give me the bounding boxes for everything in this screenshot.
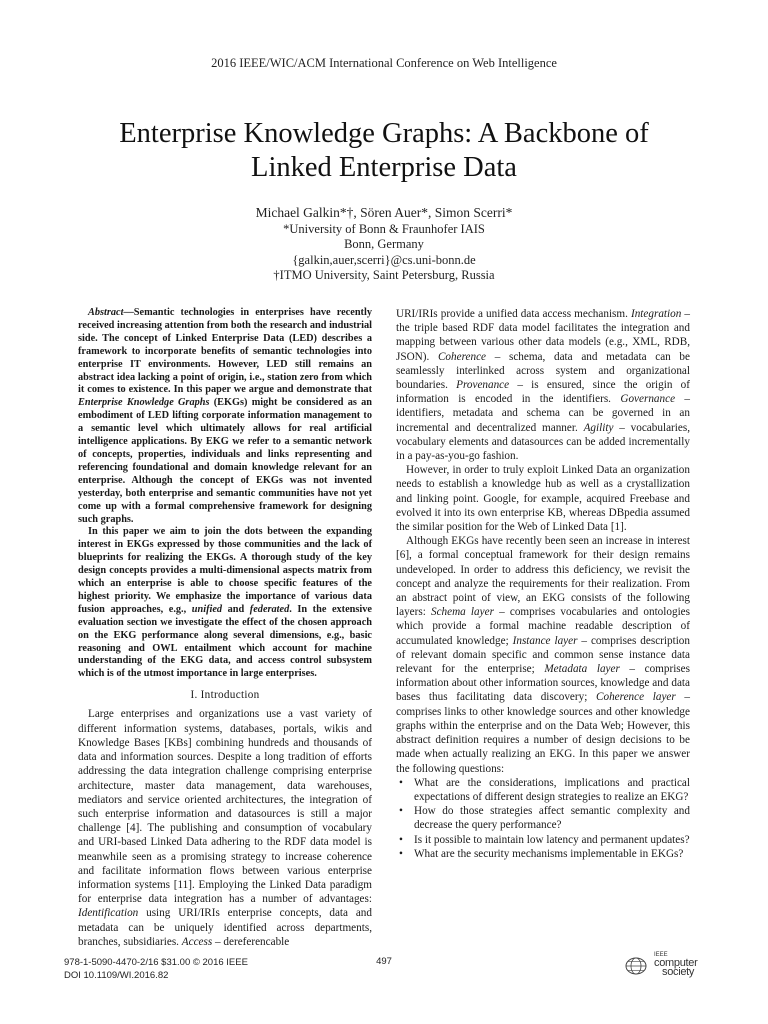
abstract-text: In this paper we aim to join the dots between the expanding interest in EKGs expressed by those communities and the lack of blueprints for realizing the EKGs. A thorough study of the key design concepts provides a multi-dimensional aspects matrix from which an enterprise is able to choose specific features of the highest priority. We emphasize the importance of various data fusion approaches, e.g., — [78, 526, 372, 615]
right-paragraph-1 — [396, 307, 690, 463]
abstract-emphasis: Enterprise Knowledge Graphs — [78, 397, 210, 409]
intro-paragraph — [78, 707, 372, 948]
abstract-emphasis: unified — [191, 603, 223, 615]
right-paragraph-2: However, in order to truly exploit Linked Data an organization needs to establish a knowledge hub as well as a crystallization and linking point. Google, for example, acquired Freebase and evolved it into its own enterprise KB, whereas DBpedia assumed the similar position for the Web of Linked Data [1]. — [396, 464, 690, 534]
abstract-text: —Semantic technologies in enterprises have recently received increasing attention from both the research and industrial side. The concept of Linked Enterprise Data (LED) describes a framework to incorporate benefits of semantic technologies into enterprise IT environments. However, LED still remains an abstract idea lacking a point of origin, i.e., station zero from which it comes to existence. In this paper we argue and demonstrate that — [78, 307, 372, 396]
body-text: – dereferencable — [212, 935, 290, 948]
body-text: URI/IRIs provide a unified data access mechanism. — [396, 308, 631, 320]
list-item: • What are the considerations, implications and practical expectations of different design strategies to realize an EKG? — [410, 776, 690, 804]
affiliation-1: *University of Bonn & Fraunhofer IAIS — [283, 221, 485, 236]
body-emphasis: Instance layer — [512, 634, 578, 647]
author-block — [0, 205, 768, 284]
right-paragraph-3 — [396, 534, 690, 775]
body-text: – comprises vocabularies and ontologies which provide a formal machine readable description of accumulated knowledge; — [396, 606, 690, 647]
right-column — [396, 307, 690, 861]
body-text: – the triple based RDF data model facilitates the integration and mapping between various other data models (e.g., XML, RDB, JSON). — [396, 308, 691, 363]
abstract-paragraph-2 — [78, 526, 372, 681]
body-text: – comprises links to other knowledge sources and other knowledge graphs within the enterprise and on the Data Web; However, this abstract definition requires a number of design decisions to be made when actually realizing an EKG. In this paper we answer the following questions: — [396, 691, 691, 775]
body-emphasis: Metadata layer — [544, 663, 620, 676]
section-heading: I. Introduction — [190, 689, 260, 702]
isbn-line: 978-1-5090-4470-2/16 $31.00 © 2016 IEEE — [64, 957, 248, 968]
paper-title — [0, 117, 768, 185]
question-list — [396, 776, 690, 861]
abstract-text: . In the extensive evaluation section we investigate the effect of the chosen approach on the EKG performance along several dimensions, e.g., basic reasoning and OWL entailment which account for machine understanding of the EKG data, and access control subsystem which is of the utmost importance in large enterprises. — [78, 603, 372, 680]
body-text: – identifiers, metadata and schema can be governed in an incremental and decentralized manner. — [396, 393, 691, 434]
body-text: Large enterprises and organizations use a vast variety of different information systems, databases, portals, wikis and Knowledge Bases [KBs] combining hundreds and thousands of data and information sources. Despite a long tradition of efforts addressing the data integration challenge comprising enterprise architecture, master data management, data warehouses, mediators and service oriented architectures, the integration of such enterprise information and datasources is still a major challenge [4]. The publishing and consumption of vocabulary and URI-based Linked Data adhering to the RDF data model is meanwhile seen as a promising strategy to increase coherence and facilitate information flows between various enterprise information systems [11]. Employing the Linked Data paradigm for enterprise data integration has a number of advantages: — [78, 708, 372, 906]
abstract — [78, 307, 372, 681]
doi-line: DOI 10.1109/WI.2016.82 — [64, 970, 169, 981]
computer-society-logo — [624, 952, 704, 980]
abstract-text: and — [222, 603, 250, 615]
list-item: • Is it possible to maintain low latency and permanent updates? — [410, 833, 690, 847]
left-column — [78, 307, 372, 949]
title-line-2: Linked Enterprise Data — [251, 152, 517, 183]
body-text: Although EKGs have recently been seen an increase in interest [6], a formal conceptual framework for their design remains undeveloped. In order to address this deficiency, we revisit the concept and analyze the requirements for their realization. From an abstract point of view, an EKG consists of the following layers: — [396, 535, 690, 619]
affiliation-2: Bonn, Germany — [344, 237, 424, 251]
body-text: – comprises description of relevant domain specific and common sense instance data relevant for the enterprise; — [396, 634, 690, 676]
list-item: • What are the security mechanisms implementable in EKGs? — [410, 847, 690, 861]
title-line-1: Enterprise Knowledge Graphs: A Backbone of — [119, 118, 649, 149]
body-emphasis: Coherence layer — [596, 691, 676, 704]
body-emphasis: Agility — [583, 421, 614, 434]
body-text: using URI/IRIs enterprise concepts, data and metadata can be uniquely identified across departments, branches, subsidiaries. — [78, 907, 372, 948]
globe-icon — [624, 956, 648, 976]
list-item: • How do those strategies affect semantic complexity and decrease the query performance? — [410, 804, 690, 832]
abstract-label: Abstract — [88, 307, 124, 318]
affiliation-3: {galkin,auer,scerri}@cs.uni-bonn.de — [292, 252, 476, 267]
body-emphasis: Coherence — [437, 350, 486, 363]
body-emphasis: Access — [181, 935, 213, 948]
logo-computer: computer — [654, 957, 698, 969]
affiliation-4: †ITMO University, Saint Petersburg, Russia — [273, 268, 495, 282]
abstract-text: (EKGs) might be considered as an embodiment of LED lifting corporate information management to a semantic level which ultimately allows for real artificial intelligence applications. By EKG we refer to a semantic network of concepts, properties, individuals and links representing and referencing foundational and domain knowledge relevant for an enterprise. Although the concept of EKGs was not invented yesterday, both enterprise and semantic communities have not yet come up with a formal comprehensive framework for designing such graphs. — [78, 397, 372, 525]
body-text: – vocabularies, vocabulary elements and datasources can be added incrementally in a pay-as-you-go fashion. — [396, 421, 690, 463]
abstract-emphasis: federated — [249, 603, 290, 615]
body-emphasis: Schema layer — [430, 606, 494, 619]
body-text: – comprises information about other information sources, knowledge and data bases thus facilitating data discovery; — [396, 663, 690, 704]
conference-header: 2016 IEEE/WIC/ACM International Conference on Web Intelligence — [211, 56, 557, 70]
body-text: – schema, data and metadata can be seamlessly interlinked across system and organizational boundaries. — [396, 350, 690, 392]
body-text: – is ensured, since the origin of information is encoded in the identifiers. — [396, 379, 690, 406]
abstract-paragraph-1 — [78, 307, 372, 526]
logo-ieee: IEEE — [654, 952, 668, 958]
author-names: Michael Galkin*†, Sören Auer*, Simon Scerri* — [255, 205, 513, 220]
body-emphasis: Identification — [78, 907, 139, 920]
logo-society: society — [662, 966, 695, 978]
body-emphasis: Integration — [630, 308, 682, 320]
body-emphasis: Provenance — [456, 379, 510, 392]
body-emphasis: Governance — [620, 393, 676, 406]
page-number: 497 — [376, 956, 392, 967]
